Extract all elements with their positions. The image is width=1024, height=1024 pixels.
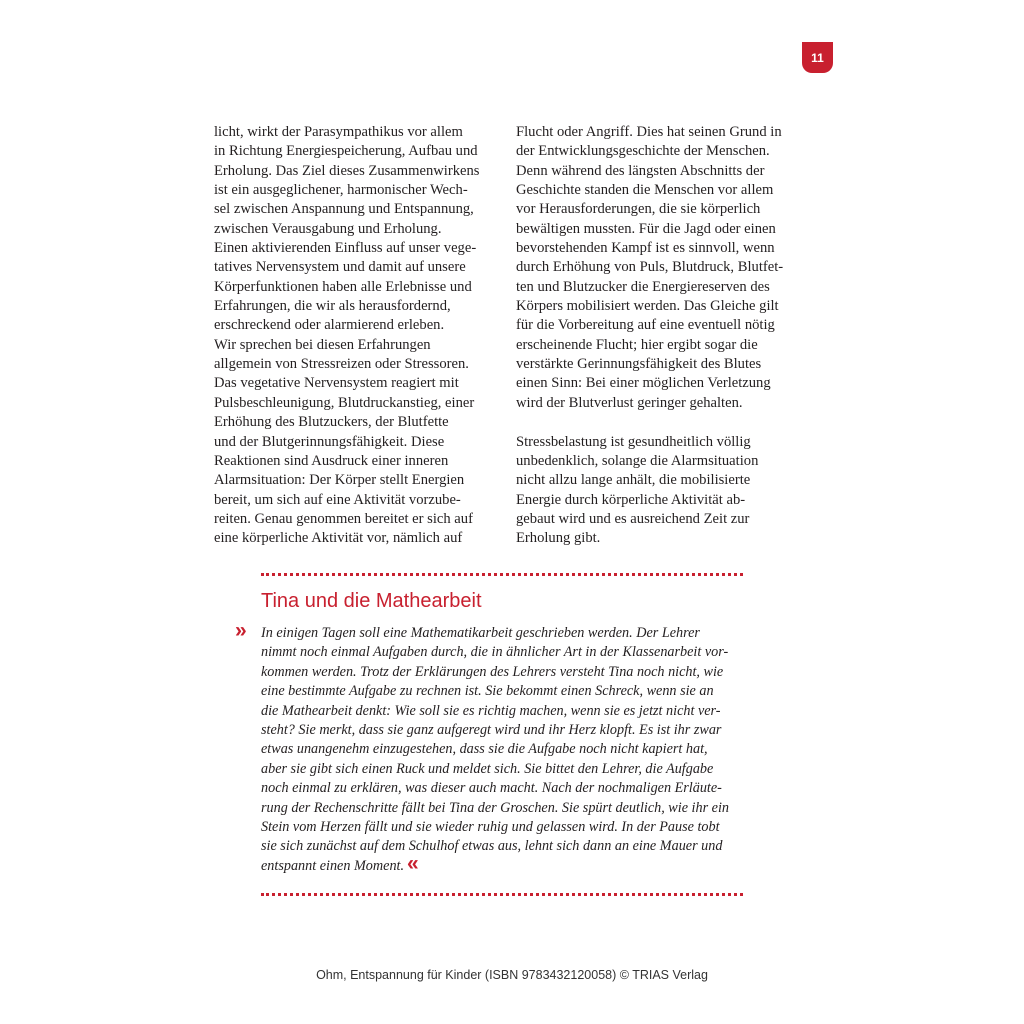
story-line-last <box>261 851 761 876</box>
text-line: Erholung. Das Ziel dieses Zusammenwirkens <box>214 162 480 179</box>
open-quote-icon: » <box>235 619 247 642</box>
text-line: sel zwischen Anspannung und Entspannung, <box>214 201 474 218</box>
close-quote-icon: « <box>407 851 419 875</box>
text-line: Körperfunktionen haben alle Erlebnisse und <box>214 278 472 295</box>
story-line: In einigen Tagen soll eine Mathematikarbeit geschrieben werden. Der Lehrer <box>261 625 700 641</box>
story-line: eine bestimmte Aufgabe zu rechnen ist. Sie bekommt einen Schreck, wenn sie an <box>261 683 714 700</box>
text-line: gebaut wird und es ausreichend Zeit zur <box>516 510 750 527</box>
text-line: Erfahrungen, die wir als herausfordernd, <box>214 298 451 315</box>
box-top-divider <box>261 573 743 576</box>
story-line: noch einmal zu erklären, was dieser auch macht. Nach der nochmaligen Erläute- <box>261 780 722 797</box>
text-line: Reaktionen sind Ausdruck einer inneren <box>214 452 449 469</box>
story-line: steht? Sie merkt, dass sie ganz aufgeregt wird und ihr Herz klopft. Es ist ihr zwar <box>261 722 722 739</box>
text-line: bereit, um sich auf eine Aktivität vorzube- <box>214 491 461 508</box>
text-line: für die Vorbereitung auf eine eventuell nötig <box>516 317 775 334</box>
text-line: einen Sinn: Bei einer möglichen Verletzung <box>516 375 771 392</box>
text-line: Denn während des längsten Abschnitts der <box>516 162 765 179</box>
text-line: licht, wirkt der Parasympathikus vor allem <box>214 124 463 140</box>
text-line: Stressbelastung ist gesundheitlich völlig <box>516 433 751 450</box>
left-text-column <box>214 123 504 549</box>
text-line: bevorstehenden Kampf ist es sinnvoll, wenn <box>516 240 775 257</box>
text-line: Einen aktivierenden Einfluss auf unser vege- <box>214 240 477 257</box>
story-line: rung der Rechenschritte fällt bei Tina der Groschen. Sie spürt deutlich, wie ihr ein <box>261 799 729 816</box>
text-line: nicht allzu lange anhält, die mobilisierte <box>516 472 751 489</box>
box-bottom-divider <box>261 893 743 896</box>
text-line: zwischen Verausgabung und Erholung. <box>214 220 442 237</box>
text-line: Erholung gibt. <box>516 530 601 547</box>
right-text-column <box>516 123 806 549</box>
text-line: allgemein von Stressreizen oder Stressoren. <box>214 356 469 373</box>
text-line: reiten. Genau genommen bereitet er sich auf <box>214 510 473 527</box>
text-line: ist ein ausgeglichener, harmonischer Wech- <box>214 182 468 199</box>
story-line-text: entspannt einen Moment. <box>261 857 405 874</box>
box-title: Tina und die Mathearbeit <box>261 590 482 612</box>
text-line: Körpers mobilisiert werden. Das Gleiche gilt <box>516 298 779 315</box>
text-line: eine körperliche Aktivität vor, nämlich auf <box>214 530 463 547</box>
text-line: wird der Blutverlust geringer gehalten. <box>516 394 743 411</box>
text-line: bewältigen mussten. Für die Jagd oder einen <box>516 220 776 237</box>
text-line: Geschichte standen die Menschen vor allem <box>516 182 774 199</box>
text-line: der Entwicklungsgeschichte der Menschen. <box>516 143 770 160</box>
story-line: etwas unangenehm einzugestehen, dass sie die Aufgabe noch nicht kapiert hat, <box>261 741 708 758</box>
story-line: Stein vom Herzen fällt und sie wieder ruhig und gelassen wird. In der Pause tobt <box>261 819 720 836</box>
story-line: nimmt noch einmal Aufgaben durch, die in ähnlicher Art in der Klassenarbeit vor- <box>261 644 729 661</box>
text-line: Erhöhung des Blutzuckers, der Blutfette <box>214 414 449 431</box>
text-line: durch Erhöhung von Puls, Blutdruck, Blutfet- <box>516 259 784 276</box>
text-line: verstärkte Gerinnungsfähigkeit des Blutes <box>516 356 762 373</box>
text-line: vor Herausforderungen, die sie körperlich <box>516 201 761 218</box>
story-line: die Mathearbeit denkt: Wie soll sie es richtig machen, wenn sie es jetzt nicht ver- <box>261 702 721 719</box>
text-line: Wir sprechen bei diesen Erfahrungen <box>214 336 431 353</box>
text-line: Energie durch körperliche Aktivität ab- <box>516 491 746 508</box>
story-line: aber sie gibt sich einen Ruck und meldet sich. Sie bittet den Lehrer, die Aufgabe <box>261 760 714 777</box>
text-line: Pulsbeschleunigung, Blutdruckanstieg, einer <box>214 394 475 411</box>
text-line: erschreckend oder alarmierend erleben. <box>214 317 445 334</box>
text-line: ten und Blutzucker die Energiereserven des <box>516 278 770 295</box>
story-line: sie sich zunächst auf dem Schulhof etwas aus, lehnt sich dann an eine Mauer und <box>261 838 723 855</box>
page-number-badge: 11 <box>802 42 833 73</box>
paragraph-gap <box>516 413 806 432</box>
page-footer: Ohm, Entspannung für Kinder (ISBN 9783432120058) © TRIAS Verlag <box>316 968 708 982</box>
text-line: und der Blutgerinnungsfähigkeit. Diese <box>214 433 445 450</box>
text-line: unbedenklich, solange die Alarmsituation <box>516 452 759 469</box>
story-box-text <box>261 624 761 876</box>
text-line: Alarmsituation: Der Körper stellt Energien <box>214 472 465 489</box>
story-line: kommen werden. Trotz der Erklärungen des Lehrers versteht Tina noch nicht, wie <box>261 663 724 680</box>
text-line: erscheinende Flucht; hier ergibt sogar die <box>516 336 758 353</box>
text-line: tatives Nervensystem und damit auf unsere <box>214 259 466 276</box>
text-line: Das vegetative Nervensystem reagiert mit <box>214 375 459 392</box>
text-line: in Richtung Energiespeicherung, Aufbau und <box>214 143 478 160</box>
text-line: Flucht oder Angriff. Dies hat seinen Grund in <box>516 124 782 140</box>
